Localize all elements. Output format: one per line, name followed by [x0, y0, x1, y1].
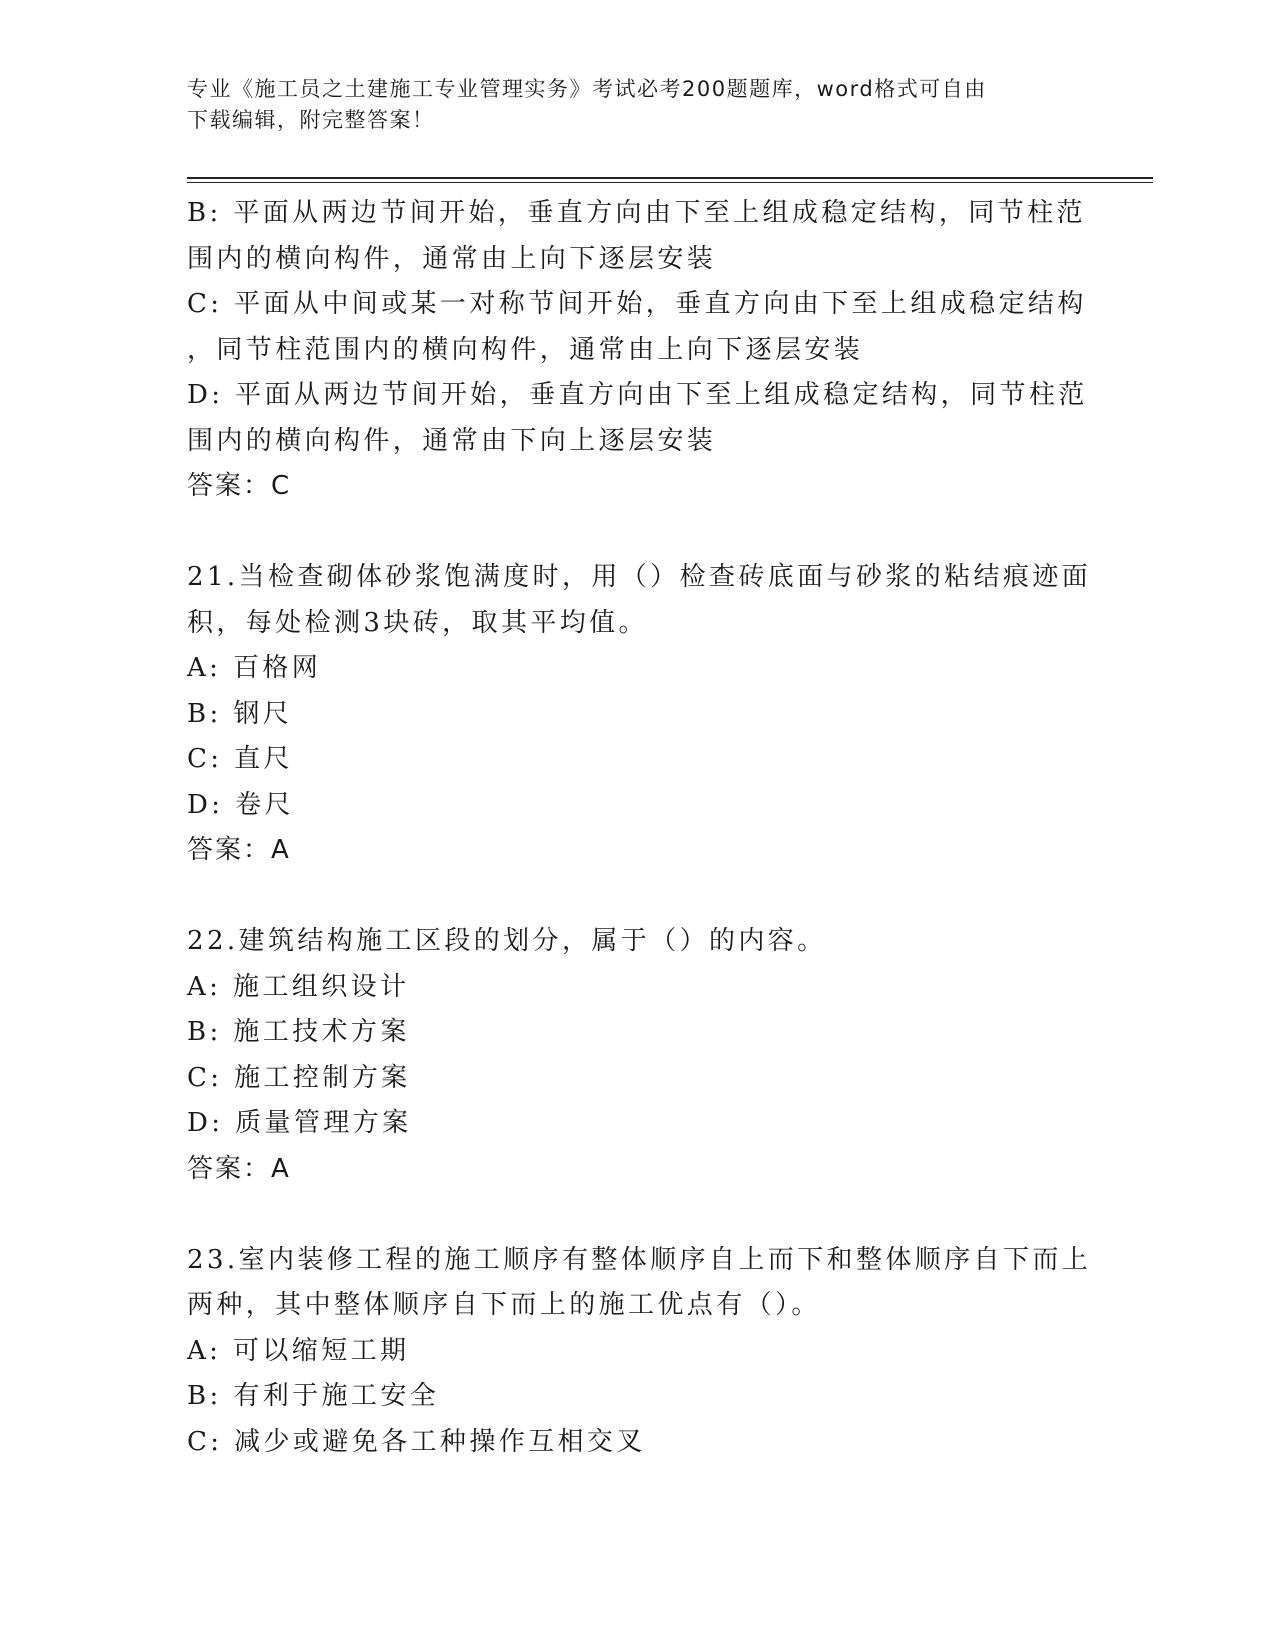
question-21: [187, 555, 1092, 874]
question-stem-line-1: 21.当检查砌体砂浆饱满度时，用（）检查砖底面与砂浆的粘结痕迹面: [187, 562, 1092, 592]
option-b: B: 有利于施工安全: [187, 1381, 440, 1411]
option-d: D: 卷尺: [187, 789, 294, 820]
question-stem: 22.建筑结构施工区段的划分，属于（）的内容。: [187, 926, 827, 956]
option-b: B: 施工技术方案: [187, 1017, 410, 1047]
option-c: C: 直尺: [187, 744, 293, 774]
answer: 答案：A: [187, 835, 291, 865]
question-stem-line-1: 23.室内装修工程的施工顺序有整体顺序自上而下和整体顺序自下而上: [187, 1244, 1092, 1275]
option-b: B: 钢尺: [187, 698, 293, 729]
option-d: D: 质量管理方案: [187, 1108, 412, 1138]
document-header: [187, 74, 1067, 136]
question-23: [187, 1238, 1092, 1466]
answer: 答案：A: [187, 1153, 291, 1184]
header-divider-thick: [187, 177, 1153, 179]
answer: 答案：C: [187, 471, 292, 501]
option-b-line-2: 围内的横向构件，通常由上向下逐层安装: [187, 243, 717, 274]
option-c: C: 施工控制方案: [187, 1062, 411, 1093]
spacer: [187, 510, 1087, 556]
option-d-line-1: D: 平面从两边节间开始，垂直方向由下至上组成稳定结构，同节柱范: [187, 380, 1088, 410]
header-divider-thin: [187, 182, 1153, 183]
spacer: [187, 874, 1087, 920]
option-c: C: 减少或避免各工种操作互相交叉: [187, 1426, 646, 1457]
question-stem-line-2: 两种，其中整体顺序自下而上的施工优点有（）。: [187, 1290, 821, 1320]
question-22: [187, 919, 1087, 1192]
question-20: [187, 191, 1087, 510]
spacer: [187, 1192, 1087, 1238]
option-a: A: 施工组织设计: [187, 971, 410, 1002]
option-a: A: 可以缩短工期: [187, 1335, 410, 1366]
question-stem-line-2: 积，每处检测3块砖，取其平均值。: [187, 607, 648, 638]
option-a: A: 百格网: [187, 653, 322, 683]
option-c-line-2: ，同节柱范围内的横向构件，通常由上向下逐层安装: [187, 334, 864, 365]
option-d-line-2: 围内的横向构件，通常由下向上逐层安装: [187, 425, 717, 456]
header-line-2: 下载编辑，附完整答案！: [187, 108, 435, 132]
header-line-1: 专业《施工员之土建施工专业管理实务》考试必考200题题库，word格式可自由: [187, 77, 987, 101]
question-content: [187, 191, 1092, 1465]
option-c-line-1: C: 平面从中间或某一对称节间开始，垂直方向由下至上组成稳定结构: [187, 289, 1087, 319]
option-b-line-1: B: 平面从两边节间开始，垂直方向由下至上组成稳定结构，同节柱范: [187, 198, 1086, 228]
